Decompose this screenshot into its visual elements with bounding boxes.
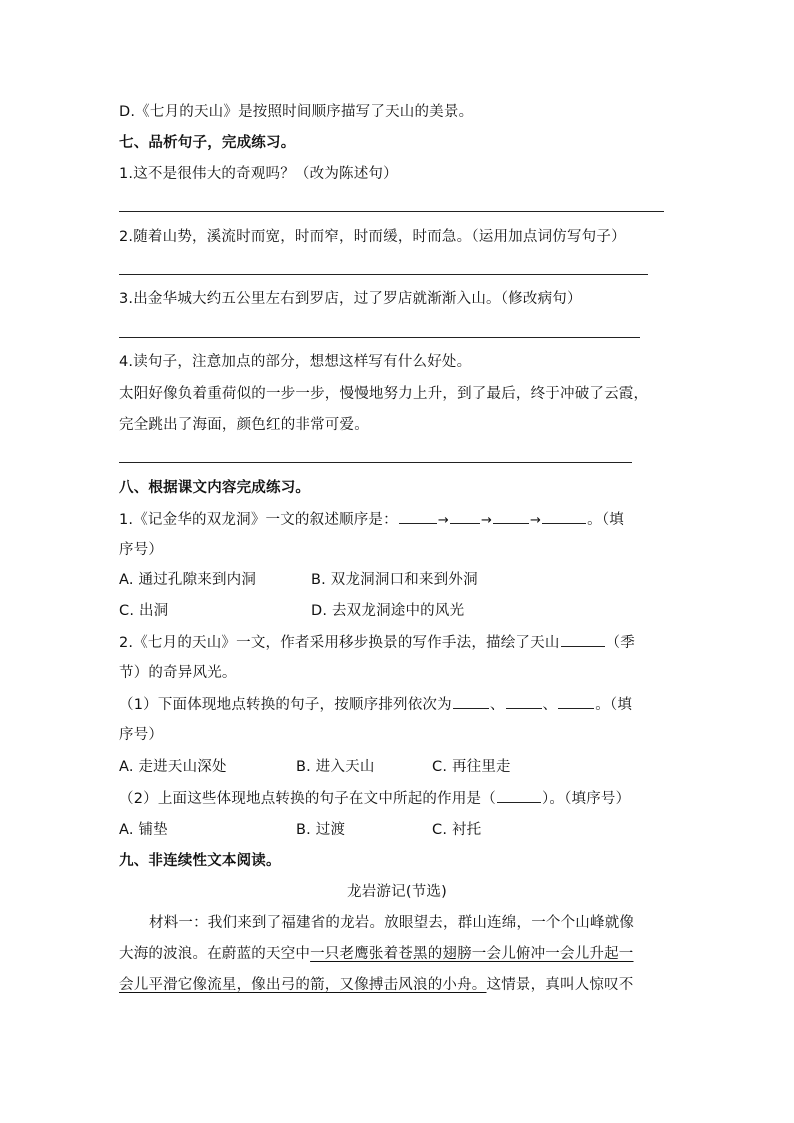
section8-sub-1-cont: 序号） [119,727,164,743]
separator: 、 [489,697,505,713]
arrow-icon: → [437,513,449,528]
sub2-option-c: C. 衬托 [432,822,482,838]
section7-question-4: 4.读句子，注意加点的部分，想想这样写有什么好处。 [119,354,472,370]
answer-line[interactable] [119,462,632,463]
answer-line[interactable] [119,337,640,338]
section8-question-1 [119,509,624,531]
fill-blank[interactable] [542,509,586,524]
sub1-option-b: B. 进入天山 [296,759,375,775]
article-paragraph-line-2 [119,944,634,964]
section7-quote-line-2: 完全跳出了海面，颜色红的非常可爱。 [119,417,369,433]
arrow-icon: → [480,513,493,528]
fill-blank[interactable] [493,509,529,524]
option-d: D. 去双龙洞途中的风光 [311,603,465,619]
section7-option-d: D.《七月的天山》是按照时间顺序描写了天山的美景。 [119,104,474,120]
question-text: 2.《七月的天山》一文，作者采用移步换景的写作手法，描绘了天山 [119,635,560,651]
section8-title: 八、根据课文内容完成练习。 [119,480,311,496]
underlined-sentence: 会儿平滑它像流星，像出弓的箭，又像搏击风浪的小舟。 [119,977,487,993]
section8-sub-2 [119,788,630,809]
sub1-option-c: C. 再往里走 [432,759,511,775]
sub2-option-b: B. 过渡 [296,822,346,838]
article-paragraph-line-1: 材料一：我们来到了福建省的龙岩。放眼望去，群山连绵，一个个山峰就像 [149,915,635,931]
sub1-option-a: A. 走进天山深处 [119,759,227,775]
question-text: （季 [605,635,635,651]
section7-question-3: 3.出金华城大约五公里左右到罗店，过了罗店就渐渐入山。（修改病句） [119,291,582,307]
fill-blank[interactable] [453,694,489,709]
section7-title: 七、品析句子，完成练习。 [119,135,296,151]
paragraph-text: 大海的波浪。在蔚蓝的天空中 [119,946,311,962]
section8-sub-1 [119,694,632,715]
section7-question-2: 2.随着山势，溪流时而宽，时而窄，时而缓，时而急。（运用加点词仿写句子） [119,229,626,245]
section7-question-1: 1.这不是很伟大的奇观吗？（改为陈述句） [119,166,398,182]
question-text: 1.《记金华的双龙洞》一文的叙述顺序是： [119,512,398,528]
answer-line[interactable] [119,274,648,275]
article-title: 龙岩游记(节选) [347,884,447,900]
fill-blank[interactable] [450,509,480,524]
section7-quote-line-1: 太阳好像负着重荷似的一步一步，慢慢地努力上升，到了最后，终于冲破了云霞， [119,386,649,402]
fill-blank[interactable] [399,509,437,524]
arrow-icon: → [530,513,542,528]
question-text: （2）上面这些体现地点转换的句子在文中所起的作用是（ [119,791,496,807]
question-text: 。（填 [595,697,633,713]
option-c: C. 出洞 [119,603,169,619]
fill-blank[interactable] [506,694,542,709]
question-text: 。（填 [587,512,624,528]
answer-line[interactable] [119,211,664,212]
fill-blank[interactable] [558,694,594,709]
fill-blank[interactable] [497,788,541,803]
question-text: ）。（填序号） [541,791,631,807]
option-a: A. 通过孔隙来到内洞 [119,572,257,588]
section9-title: 九、非连续性文本阅读。 [119,853,281,869]
section8-question-2 [119,632,635,653]
sub2-option-a: A. 铺垫 [119,822,168,838]
article-paragraph-line-3 [119,975,634,995]
paragraph-text: 这情景，真叫人惊叹不 [486,977,634,993]
fill-blank[interactable] [561,632,605,647]
section8-question-2-cont: 节）的奇异风光。 [119,665,237,681]
section8-question-1-cont: 序号） [119,542,164,558]
question-text: （1）下面体现地点转换的句子，按顺序排列依次为 [119,697,452,713]
separator: 、 [542,697,558,713]
option-b: B. 双龙洞洞口和来到外洞 [311,572,478,588]
underlined-sentence: 一只老鹰张着苍黑的翅膀一会儿俯冲一会儿升起一 [310,946,634,962]
